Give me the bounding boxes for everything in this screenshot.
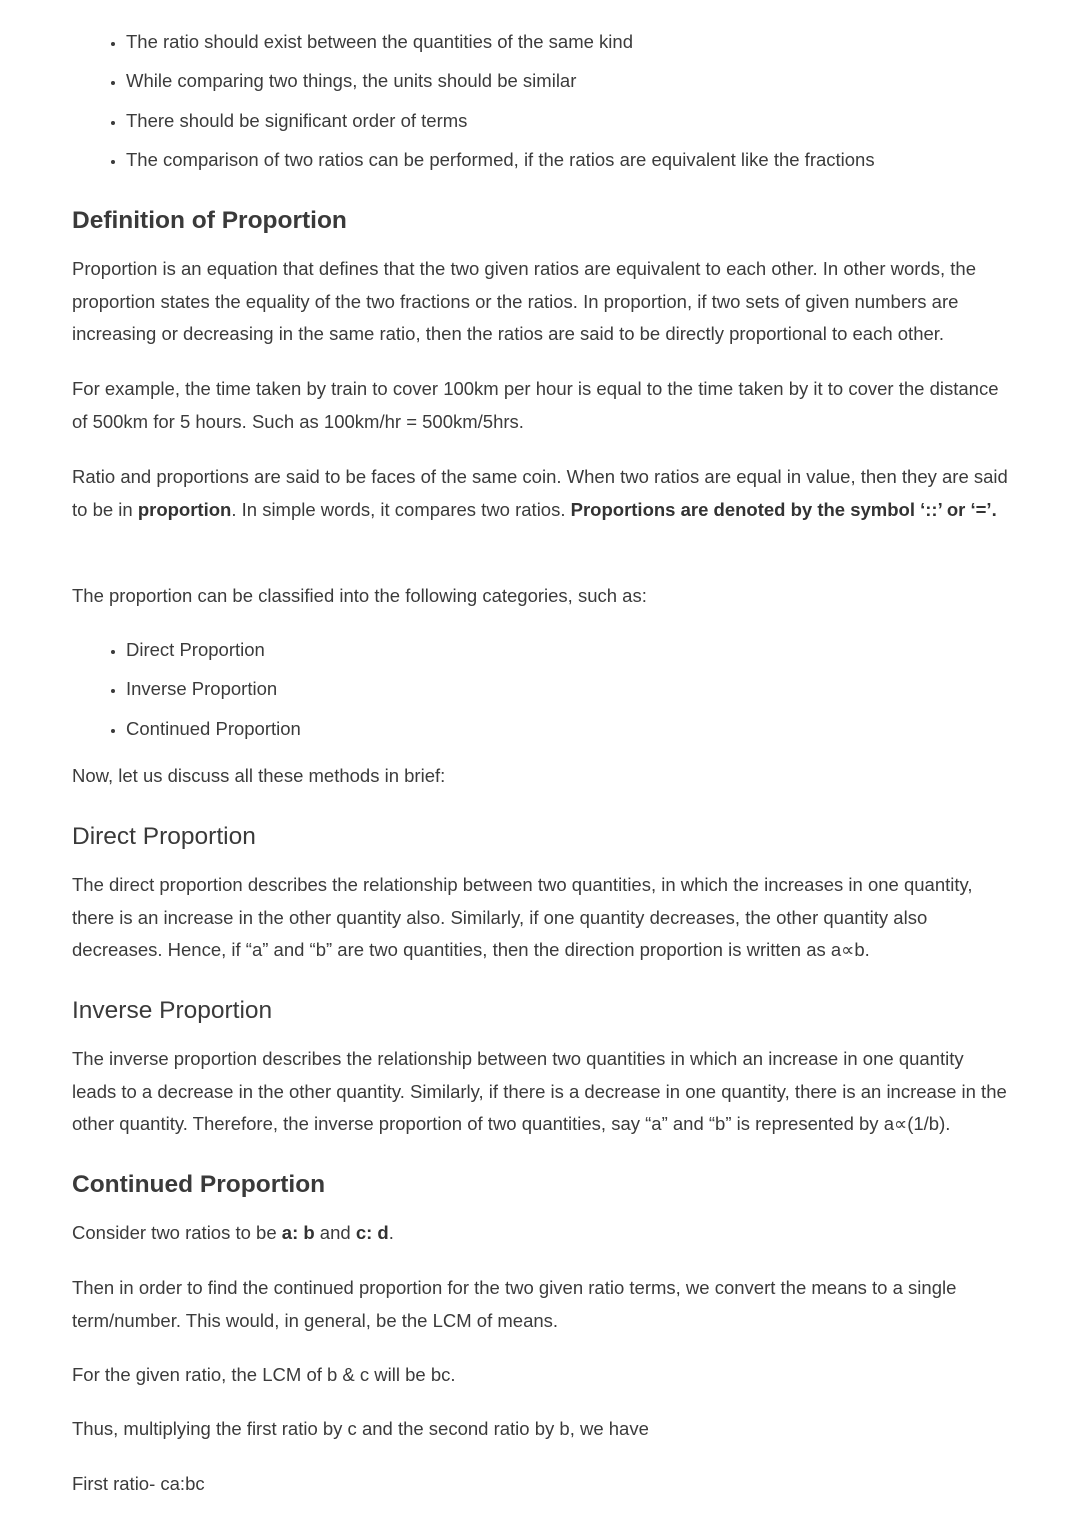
continued-proportion-heading: Continued Proportion [72, 1171, 326, 1198]
text-span: . In simple words, it compares two ratios. [231, 498, 571, 520]
lcm-paragraph: For the given ratio, the LCM of b & c will be bc. [72, 1364, 456, 1385]
inverse-proportion-paragraph: The inverse proportion describes the relationship between two quantities in which an increase in one quantity leads to a decrease in the other quantity. Similarly, if there is a decrease in one quantity, there is an increase in the other quantity. Therefore, the inverse proportion of two quantities, say “a” and “b” is represented by a∝(1/b). [72, 1048, 1007, 1134]
multiply-paragraph: Thus, multiplying the first ratio by c and the second ratio by b, we have [72, 1418, 649, 1439]
ratio-properties-list [72, 30, 1066, 188]
definition-paragraph: Proportion is an equation that defines that the two given ratios are equivalent to each other. In other words, the proportion states the equality of the two fractions or the ratios. In proportion, if two sets of given numbers are increasing or decreasing in the same ratio, then the ratios are said to be directly proportional to each other. [72, 258, 976, 344]
bold-text: c: d [355, 1222, 389, 1243]
list-item: • The ratio should exist between the quantities of the same kind [126, 30, 1066, 54]
ratio-coin-paragraph [72, 461, 1012, 526]
classification-intro: The proportion can be classified into the following categories, such as: [72, 585, 647, 606]
list-item: • There should be significant order of terms [126, 109, 1066, 133]
continued-method-paragraph: Then in order to find the continued proportion for the two given ratio terms, we convert the means to a single term/number. This would, in general, be the LCM of means. [72, 1277, 957, 1331]
list-item: • The comparison of two ratios can be performed, if the ratios are equivalent like the fractions [126, 148, 1066, 172]
inverse-proportion-heading: Inverse Proportion [72, 997, 273, 1024]
text-span: Consider two ratios to be [72, 1222, 282, 1243]
direct-proportion-paragraph: The direct proportion describes the relationship between two quantities, in which the increases in one quantity, there is an increase in the other quantity also. Similarly, if one quantity decreases, the other quantity also decreases. Hence, if “a” and “b” are two quantities, then the direction proportion is written as a∝b. [72, 874, 973, 960]
text-span: . [388, 1222, 394, 1243]
list-item: • Continued Proportion [126, 717, 1066, 741]
text-span: Ratio and proportions are said to be faces of the same coin. When two ratios are equal in value, then they are said to be in [72, 466, 1008, 520]
bold-text: Proportions are denoted by the symbol ‘::’ or ‘=’. [570, 498, 997, 520]
example-paragraph: For example, the time taken by train to cover 100km per hour is equal to the time taken by it to cover the distance of 500km for 5 hours. Such as 100km/hr = 500km/5hrs. [72, 378, 999, 432]
definition-heading: Definition of Proportion [72, 207, 347, 234]
list-item: • Direct Proportion [126, 638, 1066, 662]
direct-proportion-heading: Direct Proportion [72, 823, 256, 850]
text-span: and [314, 1222, 356, 1243]
bold-text: a: b [281, 1222, 315, 1243]
bold-text: proportion [137, 498, 232, 520]
first-ratio-paragraph: First ratio- ca:bc [72, 1473, 205, 1494]
list-item: • Inverse Proportion [126, 677, 1066, 701]
proportion-categories-list [72, 638, 1066, 756]
list-item: • While comparing two things, the units should be similar [126, 69, 1066, 93]
continued-ratios-paragraph [72, 1217, 1012, 1250]
methods-intro: Now, let us discuss all these methods in brief: [72, 765, 446, 786]
